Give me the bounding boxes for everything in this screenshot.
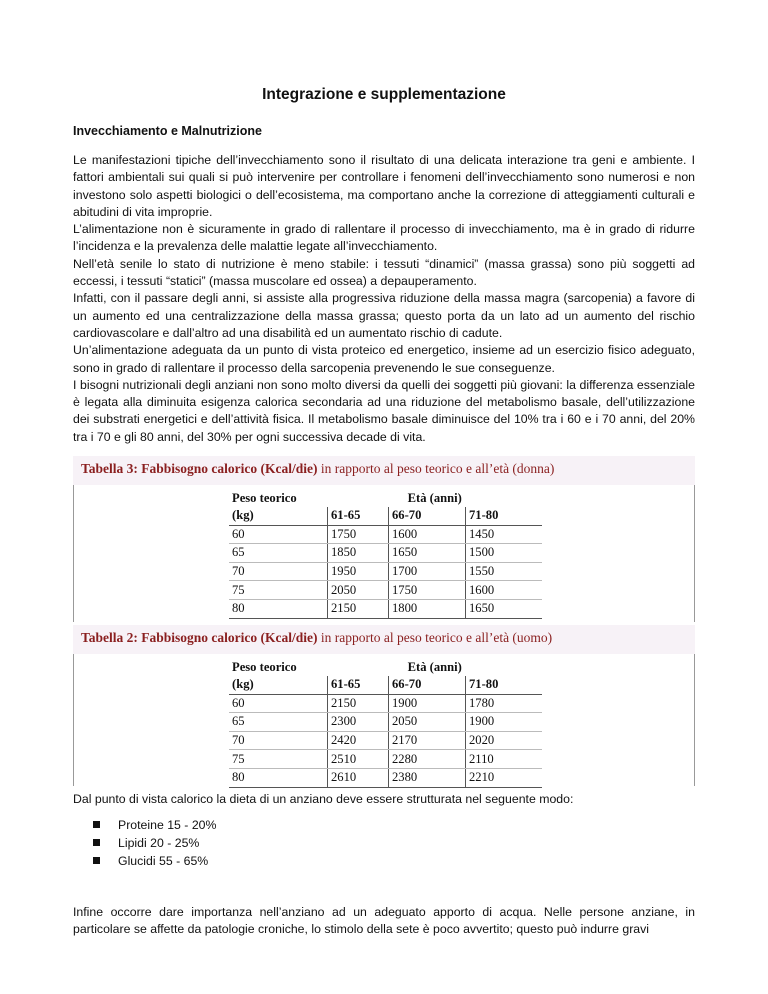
table-cell: 2110 bbox=[466, 750, 543, 769]
table-cell: 70 bbox=[229, 562, 328, 581]
table-cell: 1600 bbox=[389, 525, 466, 544]
table-body bbox=[73, 485, 695, 622]
list-item bbox=[93, 816, 216, 834]
list-item-label: Lipidi 20 - 25% bbox=[118, 836, 200, 850]
paragraph: L’alimentazione non è sicuramente in grado di rallentare il processo di invecchiamento, ma è in grado di ridurre l’incidenza e la prevalenza delle malattie legate all’invecchiamento. bbox=[73, 222, 695, 254]
list-item-label: Proteine 15 - 20% bbox=[118, 818, 217, 832]
table-cell: 65 bbox=[229, 713, 328, 732]
calorie-table-women bbox=[229, 489, 542, 619]
table-cell: 70 bbox=[229, 731, 328, 750]
table-cell: 1900 bbox=[389, 694, 466, 713]
table-cell: 75 bbox=[229, 581, 328, 600]
table-caption-title: Fabbisogno calorico (Kcal/die) bbox=[141, 461, 318, 476]
table-caption bbox=[81, 630, 552, 646]
table-cell: 80 bbox=[229, 599, 328, 618]
paragraph: Nell’età senile lo stato di nutrizione è meno stabile: i tessuti “dinamici” (massa grassa) sono più soggetti ad eccessi, i tessuti “statici” (massa muscolare ed ossea) a depauperamento. bbox=[73, 256, 695, 289]
col-header-age: 66-70 bbox=[389, 507, 466, 525]
paragraph: I bisogni nutrizionali degli anziani non sono molto diversi da quelli dei soggetti più giovani: la differenza essenziale è legata alla diminuita esigenza calorica secondaria ad una riduzione del metabolismo basale, dell’utilizzazione dei substrati energetici e dell’attività fisica. Il metabolismo basale diminuisce del 10% tra i 60 e i 70 anni, del 20% tra i 70 e gli 80 anni, del 30% per ogni successiva decade di vita. bbox=[73, 377, 695, 444]
table-cell: 1900 bbox=[466, 713, 543, 732]
table-cell: 1650 bbox=[389, 544, 466, 563]
paragraph: Le manifestazioni tipiche dell’invecchiamento sono il risultato di una delicata interazione tra geni e ambiente. I fattori ambientali sui quali si può intervenire per controllare i fenomeni dell’invecchiamento sono numerosi e non investono solo aspetti biologici o dell’ecosistema, ma comportano anche la correzione di atteggiamenti culturali e abitudini di vita improprie. bbox=[73, 153, 695, 219]
col-header-weight-unit: (kg) bbox=[229, 507, 328, 525]
col-header-age: 71-80 bbox=[466, 507, 543, 525]
table-row bbox=[229, 768, 542, 787]
table-row bbox=[229, 713, 542, 732]
table-cell: 60 bbox=[229, 694, 328, 713]
table-row bbox=[229, 562, 542, 581]
col-header-weight: Peso teorico bbox=[232, 659, 297, 674]
table-row bbox=[229, 544, 542, 563]
table-row bbox=[229, 525, 542, 544]
table-caption-rest: in rapporto al peso teorico e all’età (donna) bbox=[317, 461, 555, 476]
table-caption bbox=[81, 461, 554, 477]
list-item-label: Glucidi 55 - 65% bbox=[118, 854, 209, 868]
table-cell: 1650 bbox=[466, 599, 543, 618]
table-cell: 1850 bbox=[328, 544, 389, 563]
table-cell: 2050 bbox=[328, 581, 389, 600]
macronutrient-list bbox=[93, 816, 216, 870]
col-group-header-age: Età (anni) bbox=[407, 490, 462, 505]
table-cell: 2510 bbox=[328, 750, 389, 769]
diet-intro-text: Dal punto di vista calorico la dieta di un anziano deve essere strutturata nel seguente modo: bbox=[73, 792, 574, 806]
col-group-header-age: Età (anni) bbox=[407, 659, 462, 674]
table-cell: 2280 bbox=[389, 750, 466, 769]
table-cell: 1780 bbox=[466, 694, 543, 713]
table-cell: 1450 bbox=[466, 525, 543, 544]
table-cell: 2020 bbox=[466, 731, 543, 750]
table-cell: 2300 bbox=[328, 713, 389, 732]
table-cell: 2170 bbox=[389, 731, 466, 750]
table-row bbox=[229, 731, 542, 750]
table-cell: 65 bbox=[229, 544, 328, 563]
table-cell: 1600 bbox=[466, 581, 543, 600]
table-caption-rest: in rapporto al peso teorico e all’età (uomo) bbox=[317, 630, 553, 645]
table-cell: 2420 bbox=[328, 731, 389, 750]
col-header-weight: Peso teorico bbox=[232, 490, 297, 505]
col-header-weight-unit: (kg) bbox=[229, 676, 328, 694]
table-row bbox=[229, 750, 542, 769]
table-row bbox=[229, 599, 542, 618]
paragraph: Infatti, con il passare degli anni, si assiste alla progressiva riduzione della massa magra (sarcopenia) a favore di un aumento ed una centralizzazione della massa grassa; questo porta da un lato ad un aumento del rischio cardiovascolare e dall’altro ad una disabilità ed un aumentato rischio di cadute. bbox=[73, 291, 695, 340]
table-caption-title: Fabbisogno calorico (Kcal/die) bbox=[141, 630, 318, 645]
col-header-age: 66-70 bbox=[389, 676, 466, 694]
table-men-image bbox=[73, 625, 695, 786]
table-women-image bbox=[73, 456, 695, 622]
table-cell: 80 bbox=[229, 768, 328, 787]
table-row bbox=[229, 694, 542, 713]
col-header-age: 61-65 bbox=[328, 507, 389, 525]
paragraph: Un’alimentazione adeguata da un punto di vista proteico ed energetico, insieme ad un esercizio fisico adeguato, sono in grado di rallentare il processo della sarcopenia prevenendo le sue conseguenze. bbox=[73, 343, 695, 375]
col-header-age: 71-80 bbox=[466, 676, 543, 694]
list-item bbox=[93, 852, 216, 870]
body-paragraphs bbox=[73, 152, 695, 446]
table-cell: 2210 bbox=[466, 768, 543, 787]
table-cell: 1750 bbox=[389, 581, 466, 600]
list-item bbox=[93, 834, 216, 852]
table-cell: 1800 bbox=[389, 599, 466, 618]
table-cell: 1700 bbox=[389, 562, 466, 581]
table-cell: 2150 bbox=[328, 694, 389, 713]
square-bullet-icon bbox=[93, 821, 100, 828]
table-cell: 2380 bbox=[389, 768, 466, 787]
table-cell: 1500 bbox=[466, 544, 543, 563]
table-cell: 1950 bbox=[328, 562, 389, 581]
table-caption-label: Tabella 2: bbox=[81, 630, 138, 645]
table-cell: 1550 bbox=[466, 562, 543, 581]
square-bullet-icon bbox=[93, 839, 100, 846]
table-cell: 75 bbox=[229, 750, 328, 769]
table-cell: 2150 bbox=[328, 599, 389, 618]
table-cell: 2050 bbox=[389, 713, 466, 732]
calorie-table-men bbox=[229, 658, 542, 788]
table-row bbox=[229, 581, 542, 600]
document-title: Integrazione e supplementazione bbox=[262, 86, 506, 103]
table-cell: 60 bbox=[229, 525, 328, 544]
col-header-age: 61-65 bbox=[328, 676, 389, 694]
table-cell: 2610 bbox=[328, 768, 389, 787]
section-heading: Invecchiamento e Malnutrizione bbox=[73, 124, 262, 138]
final-paragraph: Infine occorre dare importanza nell’anziano ad un adeguato apporto di acqua. Nelle persone anziane, in particolare se affette da patologie croniche, lo stimolo della sete è poco avvertito; questo può indurre gravi bbox=[73, 905, 695, 937]
table-body bbox=[73, 654, 695, 786]
table-caption-label: Tabella 3: bbox=[81, 461, 138, 476]
square-bullet-icon bbox=[93, 857, 100, 864]
table-cell: 1750 bbox=[328, 525, 389, 544]
